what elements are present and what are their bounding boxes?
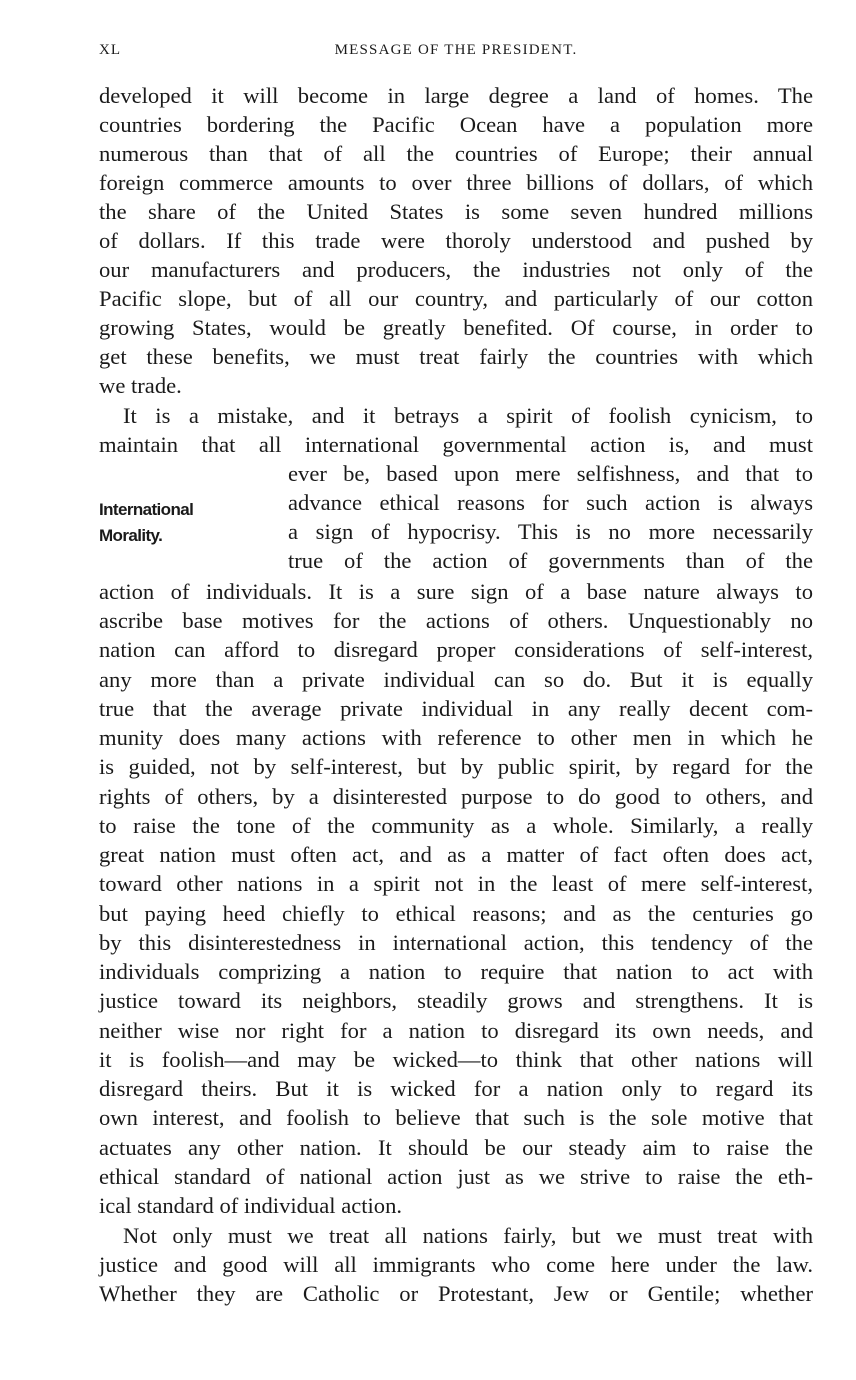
text-line: neither wise nor right for a nation to disregard its own needs, and	[99, 1018, 813, 1043]
text-line: own interest, and foolish to believe that such is the sole motive that	[99, 1105, 813, 1130]
text-line: ical standard of individual action.	[99, 1193, 403, 1218]
text-line: get these benefits, we must treat fairly the countries with which	[99, 344, 813, 369]
margin-note-line: International	[99, 500, 194, 519]
text-line: advance ethical reasons for such action is always	[288, 490, 813, 515]
text-line: ever be, based upon mere selfishness, and that to	[288, 461, 813, 486]
text-line: by this disinterestedness in international action, this tendency of the	[99, 930, 813, 955]
text-line: developed it will become in large degree a land of homes. The	[99, 83, 813, 108]
text-line: ascribe base motives for the actions of others. Unquestionably no	[99, 608, 813, 633]
text-line: is guided, not by self-interest, but by public spirit, by regard for the	[99, 754, 813, 779]
text-line: growing States, would be greatly benefited. Of course, in order to	[99, 315, 813, 340]
margin-note-line: Morality.	[99, 526, 163, 545]
text-line: Not only must we treat all nations fairly, but we must treat with	[123, 1223, 813, 1248]
text-line: any more than a private individual can so do. But it is equally	[99, 667, 813, 692]
margin-note	[99, 497, 193, 549]
text-line: munity does many actions with reference to other men in which he	[99, 725, 813, 750]
text-line: the share of the United States is some seven hundred millions	[99, 199, 813, 224]
text-line: justice toward its neighbors, steadily grows and strengthens. It is	[99, 988, 813, 1013]
text-line: our manufacturers and producers, the industries not only of the	[99, 257, 813, 282]
text-line: countries bordering the Pacific Ocean have a population more	[99, 112, 813, 137]
text-line: action of individuals. It is a sure sign of a base nature always to	[99, 579, 813, 604]
text-line: maintain that all international governmental action is, and must	[99, 432, 813, 457]
text-line: of dollars. If this trade were thoroly understood and pushed by	[99, 228, 813, 253]
text-line: nation can afford to disregard proper considerations of self-interest,	[99, 637, 813, 662]
text-line: great nation must often act, and as a matter of fact often does act,	[99, 842, 813, 867]
text-line: numerous than that of all the countries of Europe; their annual	[99, 141, 813, 166]
running-title: MESSAGE OF THE PRESIDENT.	[334, 42, 578, 58]
text-line: disregard theirs. But it is wicked for a nation only to regard its	[99, 1076, 813, 1101]
text-line: Whether they are Catholic or Protestant, Jew or Gentile; whether	[99, 1281, 813, 1306]
text-line: actuates any other nation. It should be our steady aim to raise the	[99, 1135, 813, 1160]
running-head	[99, 42, 813, 64]
text-line: it is foolish—and may be wicked—to think that other nations will	[99, 1047, 813, 1072]
text-line: true of the action of governments than of the	[288, 548, 813, 573]
text-line: ethical standard of national action just as we strive to raise the eth-	[99, 1164, 813, 1189]
text-line: true that the average private individual in any really decent com-	[99, 696, 813, 721]
text-line: justice and good will all immigrants who come here under the law.	[99, 1252, 813, 1277]
text-line: It is a mistake, and it betrays a spirit of foolish cynicism, to	[123, 403, 813, 428]
text-line: but paying heed chiefly to ethical reasons; and as the centuries go	[99, 901, 813, 926]
text-line: Pacific slope, but of all our country, and particularly of our cotton	[99, 286, 813, 311]
text-line: to raise the tone of the community as a whole. Similarly, a really	[99, 813, 813, 838]
text-line: we trade.	[99, 373, 182, 398]
text-line: rights of others, by a disinterested purpose to do good to others, and	[99, 784, 813, 809]
text-line: foreign commerce amounts to over three billions of dollars, of which	[99, 170, 813, 195]
text-line: toward other nations in a spirit not in the least of mere self-interest,	[99, 871, 813, 896]
text-line: individuals comprizing a nation to require that nation to act with	[99, 959, 813, 984]
page-number: XL	[99, 42, 121, 58]
text-line: a sign of hypocrisy. This is no more necessarily	[288, 519, 813, 544]
